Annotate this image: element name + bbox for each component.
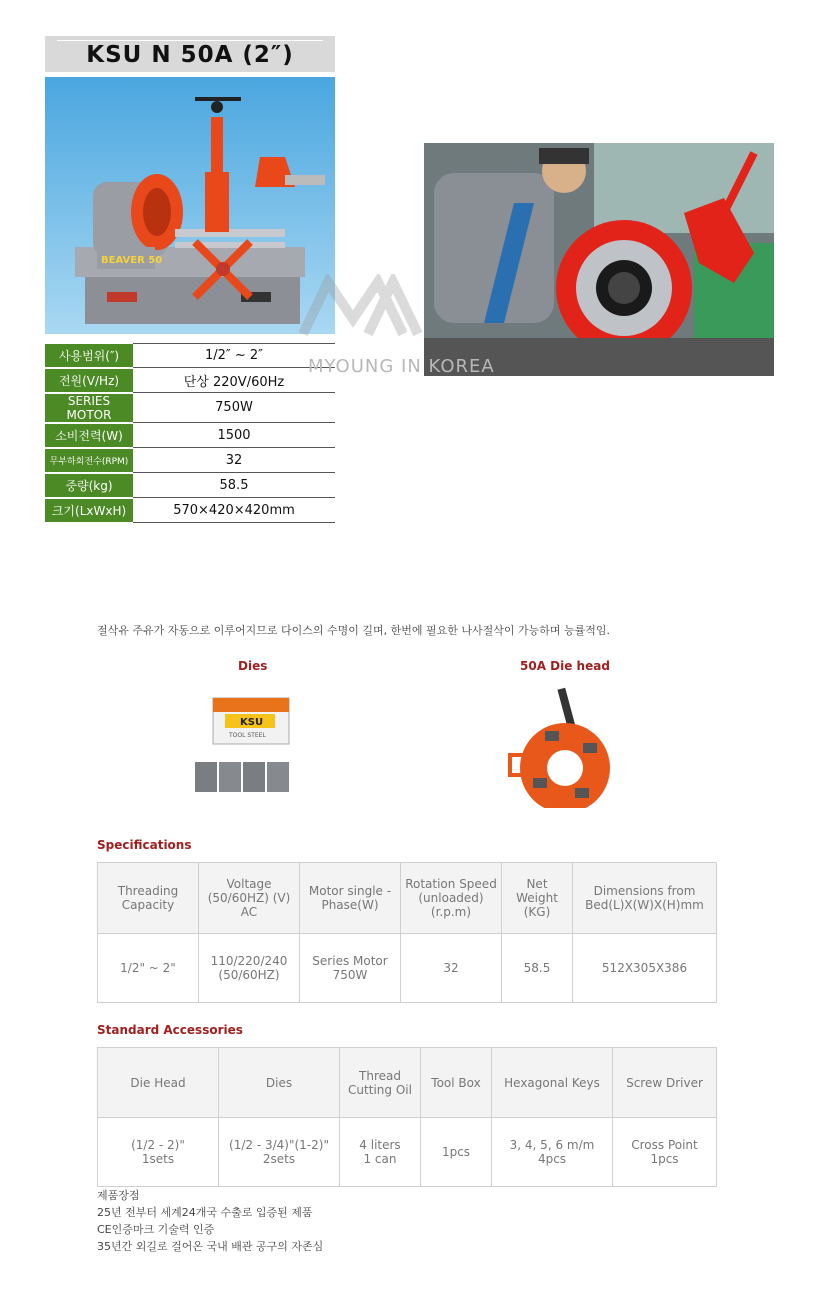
spec-header-cell: Net Weight (KG) (502, 863, 573, 934)
specifications-table (97, 862, 717, 1003)
acc-header-cell: Thread Cutting Oil (340, 1048, 421, 1118)
spec-value: 1500 (133, 423, 335, 448)
specifications-data-row (98, 934, 717, 1003)
machine-photo (45, 77, 335, 334)
features-heading: 제품장점 (97, 1189, 140, 1202)
spec-value: 32 (133, 448, 335, 473)
acc-cell-line: Cross Point (631, 1138, 698, 1152)
spec-value: 1/2″ ~ 2″ (133, 344, 335, 368)
spec-label: 사용범위(″) (45, 344, 133, 368)
spec-data-cell: 1/2" ~ 2" (98, 934, 199, 1003)
acc-header-cell: Tool Box (421, 1048, 492, 1118)
acc-data-cell (421, 1118, 492, 1187)
spec-value: 750W (133, 393, 335, 423)
spec-label: 중량(kg) (45, 473, 133, 498)
spec-row (45, 423, 335, 448)
title-rule (57, 40, 323, 41)
watermark-text: MYOUNG IN KOREA (308, 356, 495, 377)
spec-data-cell: 512X305X386 (573, 934, 717, 1003)
acc-cell-line: (1/2 - 2)" (131, 1138, 185, 1152)
acc-data-cell (613, 1118, 717, 1187)
acc-header-cell: Screw Driver (613, 1048, 717, 1118)
acc-cell-line: 4pcs (537, 1152, 567, 1166)
spec-value: 570×420×420mm (133, 498, 335, 523)
spec-data-cell: Series Motor 750W (300, 934, 401, 1003)
spec-row (45, 393, 335, 423)
spec-header-cell: Voltage (50/60HZ) (V) AC (199, 863, 300, 934)
acc-data-cell (340, 1118, 421, 1187)
spec-row (45, 498, 335, 523)
accessories-table (97, 1047, 717, 1187)
accessories-header-row (98, 1048, 717, 1118)
acc-cell-line: 1 can (363, 1152, 397, 1166)
acc-header-cell: Die Head (98, 1048, 219, 1118)
dies-box-sub: TOOL STEEL (229, 732, 266, 739)
product-title-box (45, 36, 335, 72)
spec-table (45, 343, 335, 524)
spec-label: 무부하회전수(RPM) (45, 448, 133, 473)
acc-data-cell (98, 1118, 219, 1187)
acc-cell-line: 2sets (262, 1152, 296, 1166)
acc-header-cell: Hexagonal Keys (492, 1048, 613, 1118)
spec-label: 크기(LxWxH) (45, 498, 133, 523)
spec-label: 전원(V/Hz) (45, 368, 133, 393)
spec-data-cell: 110/220/240 (50/60HZ) (199, 934, 300, 1003)
die-head-photo (505, 683, 625, 808)
feature-item: 25년 전부터 세계24개국 수출로 입증된 제품 (97, 1206, 313, 1219)
spec-row (45, 473, 335, 498)
acc-header-cell: Dies (219, 1048, 340, 1118)
spec-value: 단상 220V/60Hz (133, 368, 335, 393)
spec-data-cell: 58.5 (502, 934, 573, 1003)
dies-photo (185, 690, 295, 800)
acc-data-cell (219, 1118, 340, 1187)
acc-data-cell (492, 1118, 613, 1187)
acc-cell-line: 1pcs (650, 1152, 679, 1166)
accessories-data-row (98, 1118, 717, 1187)
spec-row (45, 368, 335, 393)
description: 절삭유 주유가 자동으로 이루어지므로 다이스의 수명이 길며, 한번에 필요한 나사절삭이 가능하며 능률적임. (97, 624, 610, 637)
spec-header-cell: Rotation Speed (unloaded) (r.p.m) (401, 863, 502, 934)
dies-box-label: KSU (240, 717, 264, 728)
spec-header-cell: Dimensions from Bed(L)X(W)X(H)mm (573, 863, 717, 934)
acc-cell-line: 3, 4, 5, 6 m/m (509, 1138, 595, 1152)
specifications-heading: Specifications (97, 838, 192, 852)
spec-header-cell: Motor single - Phase(W) (300, 863, 401, 934)
acc-cell-line: 1sets (141, 1152, 175, 1166)
watermark-logo (298, 274, 438, 342)
spec-header-cell: Threading Capacity (98, 863, 199, 934)
worker-photo (424, 143, 774, 376)
spec-data-cell: 32 (401, 934, 502, 1003)
spec-value: 58.5 (133, 473, 335, 498)
product-title: KSU N 50A (2″) (86, 42, 294, 68)
machine-badge: BEAVER 50 (101, 255, 163, 266)
acc-cell-line: (1/2 - 3/4)"(1-2)" (229, 1138, 329, 1152)
dies-title: Dies (238, 659, 268, 673)
features-list (97, 1187, 323, 1255)
spec-row (45, 344, 335, 368)
die-head-title: 50A Die head (520, 659, 610, 673)
feature-item: CE인증마크 기술력 인증 (97, 1223, 215, 1236)
specifications-header-row (98, 863, 717, 934)
acc-cell-line: 4 liters (359, 1138, 401, 1152)
spec-row (45, 448, 335, 473)
accessories-heading: Standard Accessories (97, 1023, 243, 1037)
feature-item: 35년간 외길로 걸어온 국내 배관 공구의 자존심 (97, 1240, 324, 1253)
acc-cell-line: 1pcs (441, 1145, 471, 1159)
spec-label: 소비전력(W) (45, 423, 133, 448)
spec-label: SERIES MOTOR (45, 393, 133, 423)
